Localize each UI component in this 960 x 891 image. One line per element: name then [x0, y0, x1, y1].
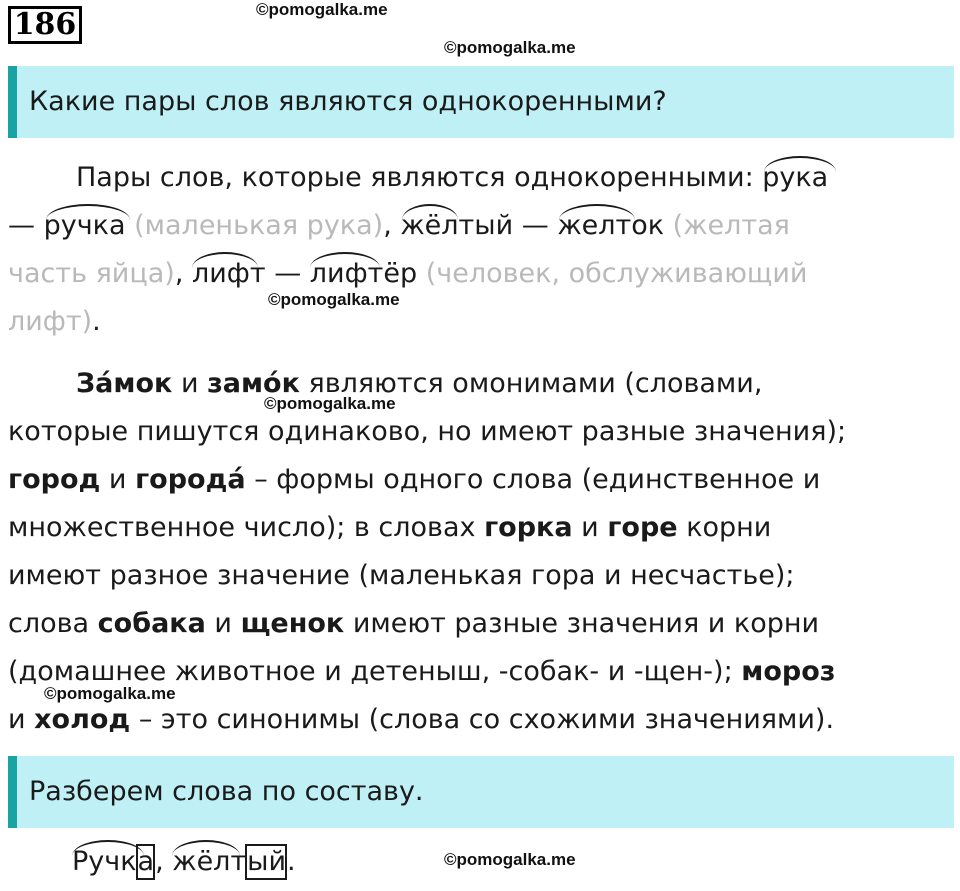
bold-word: холод	[34, 704, 131, 735]
text: являются омонимами (словами,	[299, 368, 763, 399]
bold-word: город	[8, 464, 101, 495]
parsed-words	[72, 838, 296, 886]
text: жёлтый	[400, 210, 514, 241]
text: ,	[383, 210, 401, 241]
root-text: Ручк	[72, 846, 137, 877]
text: корни	[677, 512, 772, 543]
watermark: ©pomogalka.me	[264, 394, 396, 413]
bold-word: горка	[484, 512, 573, 543]
text: и	[8, 704, 35, 735]
ending-text: а	[137, 846, 155, 877]
text: – это синонимы (слова со схожими значениями).	[130, 704, 835, 735]
watermark: ©pomogalka.me	[268, 290, 400, 309]
para2-line-8	[8, 696, 834, 744]
bold-word: замо́к	[207, 368, 300, 399]
root-text: жёлт	[172, 846, 247, 877]
root-arc	[310, 252, 380, 268]
parsed-word-1	[72, 838, 155, 886]
root-arc	[172, 840, 240, 856]
para2-line-6	[8, 600, 819, 648]
para2-line-5	[8, 552, 794, 600]
bold-word: мороз	[741, 656, 836, 687]
text: и	[100, 464, 136, 495]
answer-line-1	[76, 154, 828, 202]
text: —	[8, 210, 44, 241]
ending-box	[245, 844, 287, 880]
para2-line-2	[8, 408, 846, 456]
root-arc	[192, 252, 258, 268]
root-word	[557, 202, 664, 250]
text: —	[513, 210, 558, 241]
root-word	[44, 202, 126, 250]
text: и	[572, 512, 608, 543]
text: которые пишутся одинаково, но имеют разные значения);	[8, 416, 847, 447]
answer-line-4	[8, 298, 101, 346]
root-arc	[764, 156, 836, 172]
gray-note: (желтая	[664, 210, 790, 241]
text: .	[92, 306, 101, 337]
text: лифтёр	[309, 258, 418, 289]
text: и	[205, 608, 241, 639]
text: и	[172, 368, 208, 399]
bold-word: щенок	[240, 608, 345, 639]
root-word	[762, 154, 828, 202]
ending	[137, 838, 156, 886]
bold-word: города́	[135, 464, 246, 495]
answer-line-2	[8, 202, 790, 250]
task-number: 186	[8, 6, 82, 44]
gray-note: (человек, обслуживающий	[417, 258, 808, 289]
text: множественное число); в словах	[8, 512, 485, 543]
root-arc	[72, 840, 144, 856]
text: ,	[174, 258, 192, 289]
text: – формы одного слова (единственное и	[245, 464, 821, 495]
gray-note: (маленькая рука)	[125, 210, 384, 241]
root-arc	[559, 204, 635, 220]
parsed-word-2	[172, 838, 287, 886]
watermark: ©pomogalka.me	[256, 0, 388, 19]
root-arc	[402, 204, 458, 220]
text: .	[287, 846, 296, 877]
bold-word: собака	[97, 608, 206, 639]
text: (домашнее животное и детеныш, -собак- и -щен-);	[8, 656, 742, 687]
text: лифт	[191, 258, 266, 289]
ending-box	[136, 844, 155, 880]
root-word	[192, 250, 266, 298]
text: —	[265, 258, 310, 289]
parse-banner	[8, 756, 954, 828]
watermark: ©pomogalka.me	[444, 850, 576, 869]
ending-text: ый	[247, 846, 287, 877]
gray-note: лифт)	[8, 306, 93, 337]
bold-word: горе	[607, 512, 678, 543]
root-word	[400, 202, 513, 250]
para2-line-1	[76, 360, 762, 408]
text: ,	[155, 846, 173, 877]
bold-word: За́мок	[76, 368, 173, 399]
para2-line-3	[8, 456, 820, 504]
text: рука	[762, 162, 829, 193]
root-arc	[46, 204, 130, 220]
ending	[246, 838, 287, 886]
text: имеют разное значение (маленькая гора и несчастье);	[8, 560, 795, 591]
text: ручка	[43, 210, 126, 241]
text: желток	[557, 210, 665, 241]
answer-line-3	[8, 250, 807, 298]
question-text: Какие пары слов являются однокоренными?	[29, 86, 667, 117]
question-banner	[8, 66, 954, 138]
text: имеют разные значения и корни	[344, 608, 820, 639]
gray-note: часть яйца)	[8, 258, 175, 289]
text: слова	[8, 608, 98, 639]
watermark: ©pomogalka.me	[44, 684, 176, 703]
parse-banner-text: Разберем слова по составу.	[29, 776, 424, 807]
text: Пары слов, которые являются однокоренными:	[76, 162, 763, 193]
para2-line-4	[8, 504, 771, 552]
watermark: ©pomogalka.me	[444, 38, 576, 57]
